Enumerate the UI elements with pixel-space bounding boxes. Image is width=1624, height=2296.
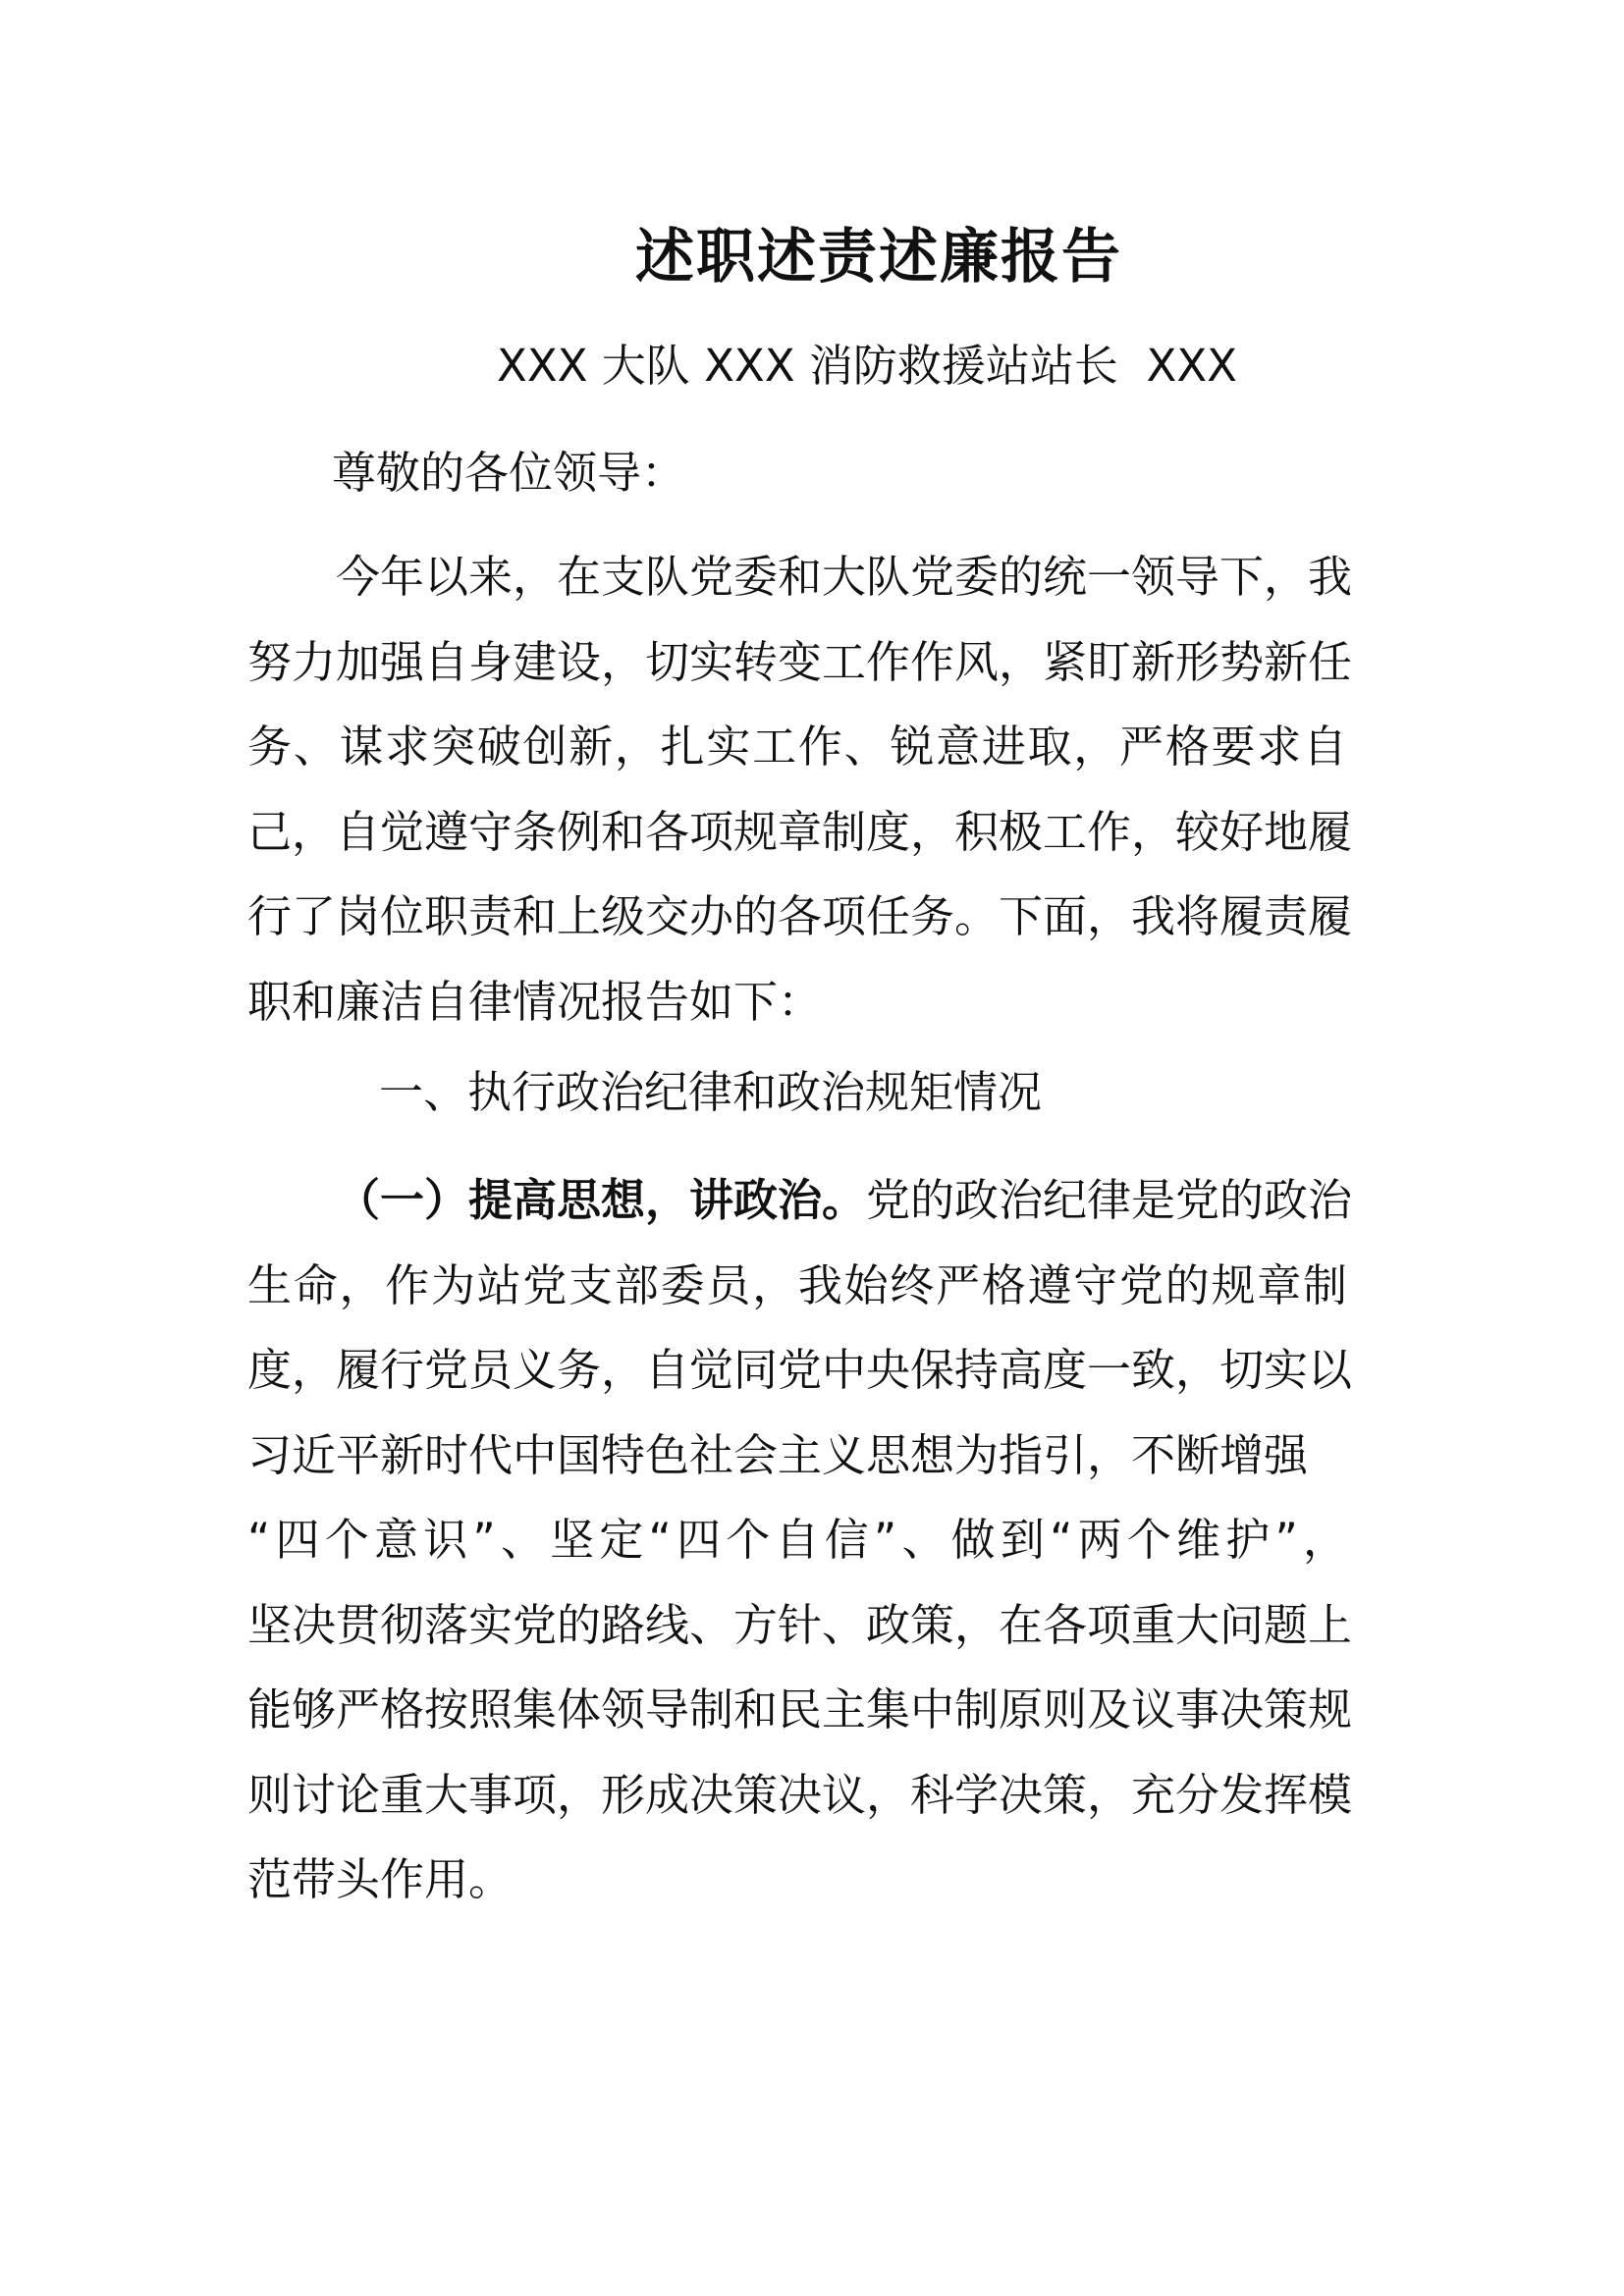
paragraph-line: 生命，作为站党支部委员，我始终严格遵守党的规章制 (247, 1258, 1347, 1311)
paragraph-line: 今年以来，在支队党委和大队党委的统一领导下，我 (336, 551, 1353, 603)
paragraph-line: 己，自觉遵守条例和各项规章制度，积极工作，较好地履 (247, 805, 1353, 858)
paragraph-line: “四个意识”、坚定“四个自信”、做到“两个维护”， (247, 1514, 1347, 1566)
paragraph-line: 行了岗位职责和上级交办的各项任务。下面，我将履责履 (247, 890, 1353, 942)
paragraph-line: 度，履行党员义务，自觉同党中央保持高度一致，切实以 (247, 1344, 1353, 1396)
section-heading: 一、执行政治纪律和政治规矩情况 (379, 1066, 1043, 1118)
paragraph-line: 职和廉洁自律情况报告如下： (247, 975, 823, 1028)
document-title: 述职述责述廉报告 (635, 223, 1122, 292)
subsection-lead: （一）提高思想，讲政治。 (336, 1174, 867, 1226)
intro-paragraph (247, 535, 1353, 1044)
salutation: 尊敬的各位领导： (332, 447, 686, 499)
paragraph-line: 务、谋求突破创新，扎实工作、锐意进取，严格要求自 (247, 721, 1347, 773)
paragraph-line-text: 党的政治纪律是党的政治 (866, 1174, 1353, 1226)
paragraph-line: 努力加强自身建设，切实转变工作作风，紧盯新形势新任 (247, 635, 1353, 688)
paragraph-line: 坚决贯彻落实党的路线、方针、政策，在各项重大问题上 (247, 1598, 1353, 1651)
author-line: XXX 大队 XXX 消防救援站站长 XXX (497, 340, 1237, 392)
paragraph-line: 则讨论重大事项，形成决策决议，科学决策，充分发挥模 (247, 1768, 1353, 1821)
paragraph-line (247, 1158, 1353, 1244)
section-paragraph (247, 1158, 1353, 1923)
paragraph-line: 习近平新时代中国特色社会主义思想为指引，不断增强 (247, 1428, 1309, 1481)
paragraph-line: 范带头作用。 (247, 1853, 514, 1905)
paragraph-line: 能够严格按照集体领导制和民主集中制原则及议事决策规 (247, 1683, 1353, 1735)
